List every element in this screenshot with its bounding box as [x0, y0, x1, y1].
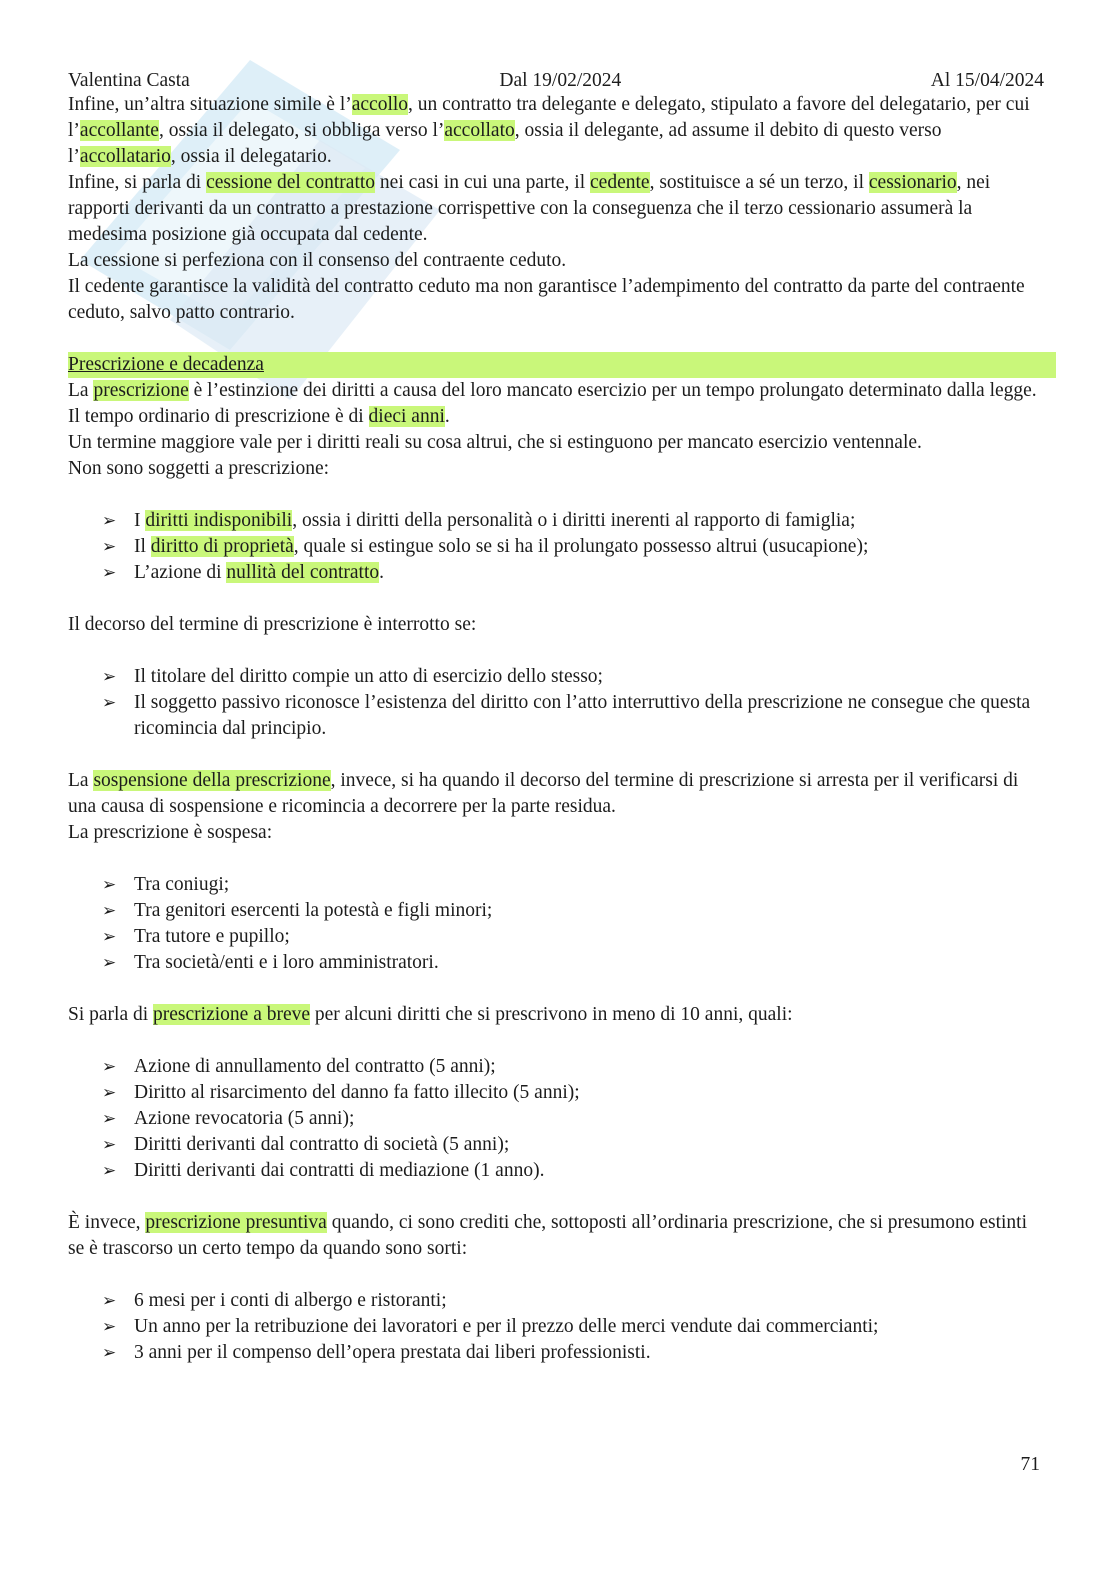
list-item: ➢ Tra tutore e pupillo;: [134, 924, 1048, 950]
list-item: ➢ Diritti derivanti dai contratti di mediazione (1 anno).: [134, 1158, 1048, 1184]
highlight-cessione-del-contratto: cessione del contratto: [206, 172, 376, 193]
highlight-diritti-indisponibili: diritti indisponibili: [145, 510, 293, 531]
arrow-bullet-icon: ➢: [102, 511, 117, 530]
list-item: ➢ 3 anni per il compenso dell’opera prestata dai liberi professionisti.: [134, 1340, 1048, 1366]
highlight-accollante: accollante: [79, 120, 159, 141]
paragraph-termine-maggiore: Un termine maggiore vale per i diritti reali su cosa altrui, che si estinguono per mancato esercizio ventennale.: [68, 432, 922, 453]
list-item: ➢ Un anno per la retribuzione dei lavoratori e per il prezzo delle merci vendute dai commercianti;: [134, 1314, 1048, 1340]
arrow-bullet-icon: ➢: [102, 667, 117, 686]
list-item: ➢ Il diritto di proprietà, quale si estingue solo se si ha il prolungato possesso altrui (usucapione);: [134, 534, 1048, 560]
paragraph-accollo: Infine, un’altra situazione simile è l’accollo, un contratto tra delegante e delegato, stipulato a favore del delegatario, per cui l’accollante, ossia il delegato, si obbliga verso l’accollato, ossia il delegante, ad assume il debito di questo verso l’accollatario, ossia il delegatario.: [68, 94, 1030, 167]
arrow-bullet-icon: ➢: [102, 693, 117, 712]
list-item: ➢ Tra società/enti e i loro amministratori.: [134, 950, 1048, 976]
paragraph-sospesa: La prescrizione è sospesa:: [68, 822, 273, 843]
highlight-prescrizione: prescrizione: [93, 380, 189, 401]
header-date-from: Dal 19/02/2024: [499, 70, 622, 91]
list-item: ➢ 6 mesi per i conti di albergo e ristoranti;: [134, 1288, 1048, 1314]
list-item: ➢ Tra coniugi;: [134, 872, 1048, 898]
highlight-cedente: cedente: [590, 172, 650, 193]
paragraph-breve: Si parla di prescrizione a breve per alcuni diritti che si prescrivono in meno di 10 anni, quali:: [68, 1004, 793, 1025]
arrow-bullet-icon: ➢: [102, 1317, 117, 1336]
highlight-prescrizione-a-breve: prescrizione a breve: [153, 1004, 311, 1025]
highlight-prescrizione-presuntiva: prescrizione presuntiva: [145, 1212, 327, 1233]
paragraph-cessione: Infine, si parla di cessione del contratto nei casi in cui una parte, il cedente, sostituisce a sé un terzo, il cessionario, nei rapporti derivanti da un contratto a prestazione corrispettive con la conseguenza che il terzo cessionario assumerà la medesima posizione già occupata dal cedente.: [68, 172, 991, 245]
header-author: Valentina Casta: [68, 70, 190, 91]
paragraph-decorso: Il decorso del termine di prescrizione è interrotto se:: [68, 614, 477, 635]
list-item: ➢ Il soggetto passivo riconosce l’esistenza del diritto con l’atto interruttivo della prescrizione ne consegue che questa ricomincia dal principio.: [102, 692, 1031, 739]
highlight-accollatario: accollatario: [79, 146, 171, 167]
arrow-bullet-icon: ➢: [102, 563, 117, 582]
list-interruzione: [68, 664, 1048, 742]
arrow-bullet-icon: ➢: [102, 1057, 117, 1076]
paragraph-definizione: La prescrizione è l’estinzione dei diritti a causa del loro mancato esercizio per un tempo prolungato determinato dalla legge.: [68, 380, 1037, 401]
arrow-bullet-icon: ➢: [102, 1343, 117, 1362]
arrow-bullet-icon: ➢: [102, 1161, 117, 1180]
arrow-bullet-icon: ➢: [102, 1291, 117, 1310]
page-header: [68, 68, 1044, 94]
highlight-accollato: accollato: [444, 120, 515, 141]
list-sospesa: [68, 872, 1048, 976]
highlight-accollo: accollo: [351, 94, 409, 115]
paragraph-non-soggetti: Non sono soggetti a prescrizione:: [68, 458, 330, 479]
arrow-bullet-icon: ➢: [102, 875, 117, 894]
arrow-bullet-icon: ➢: [102, 1135, 117, 1154]
list-non-soggetti: [68, 508, 1048, 586]
highlight-nullita-del-contratto: nullità del contratto: [226, 562, 380, 583]
paragraph-sospensione: La sospensione della prescrizione, invece, si ha quando il decorso del termine di prescrizione si arresta per il verificarsi di una causa di sospensione e ricomincia a decorrere per la parte residua.: [68, 770, 1019, 817]
paragraph-tempo-ordinario: Il tempo ordinario di prescrizione è di dieci anni.: [68, 406, 450, 427]
list-item: ➢ Il titolare del diritto compie un atto di esercizio dello stesso;: [134, 664, 1048, 690]
list-item: ➢ L’azione di nullità del contratto.: [134, 560, 1048, 586]
arrow-bullet-icon: ➢: [102, 953, 117, 972]
highlight-cessionario: cessionario: [868, 172, 957, 193]
page-number: 71: [1020, 1454, 1040, 1475]
arrow-bullet-icon: ➢: [102, 901, 117, 920]
paragraph-garanzia: Il cedente garantisce la validità del contratto ceduto ma non garantisce l’adempimento del contratto da parte del contraente ceduto, salvo patto contrario.: [68, 276, 1025, 323]
paragraph-presuntiva: È invece, prescrizione presuntiva quando, ci sono crediti che, sottoposti all’ordinaria prescrizione, che si presumono estinti se è trascorso un certo tempo da quando sono sorti:: [68, 1212, 1028, 1259]
list-item: ➢ Tra genitori esercenti la potestà e figli minori;: [134, 898, 1048, 924]
list-item: ➢ Diritto al risarcimento del danno fa fatto illecito (5 anni);: [134, 1080, 1048, 1106]
list-item: ➢ Diritti derivanti dal contratto di società (5 anni);: [134, 1132, 1048, 1158]
header-date-to: Al 15/04/2024: [930, 70, 1044, 91]
list-breve: [68, 1054, 1048, 1184]
section-heading-prescrizione: Prescrizione e decadenza: [68, 352, 1056, 378]
list-presuntiva: [68, 1288, 1048, 1366]
highlight-diritto-di-proprieta: diritto di proprietà: [150, 536, 294, 557]
arrow-bullet-icon: ➢: [102, 927, 117, 946]
list-item: ➢ I diritti indisponibili, ossia i diritti della personalità o i diritti inerenti al rapporto di famiglia;: [134, 508, 1048, 534]
list-item: ➢ Azione revocatoria (5 anni);: [134, 1106, 1048, 1132]
arrow-bullet-icon: ➢: [102, 1109, 117, 1128]
document-body: [68, 92, 1048, 1366]
arrow-bullet-icon: ➢: [102, 537, 117, 556]
arrow-bullet-icon: ➢: [102, 1083, 117, 1102]
paragraph-perfezionamento: La cessione si perfeziona con il consenso del contraente ceduto.: [68, 250, 567, 271]
list-item: ➢ Azione di annullamento del contratto (5 anni);: [134, 1054, 1048, 1080]
highlight-dieci-anni: dieci anni: [368, 406, 445, 427]
highlight-sospensione-della-prescrizione: sospensione della prescrizione: [93, 770, 331, 791]
